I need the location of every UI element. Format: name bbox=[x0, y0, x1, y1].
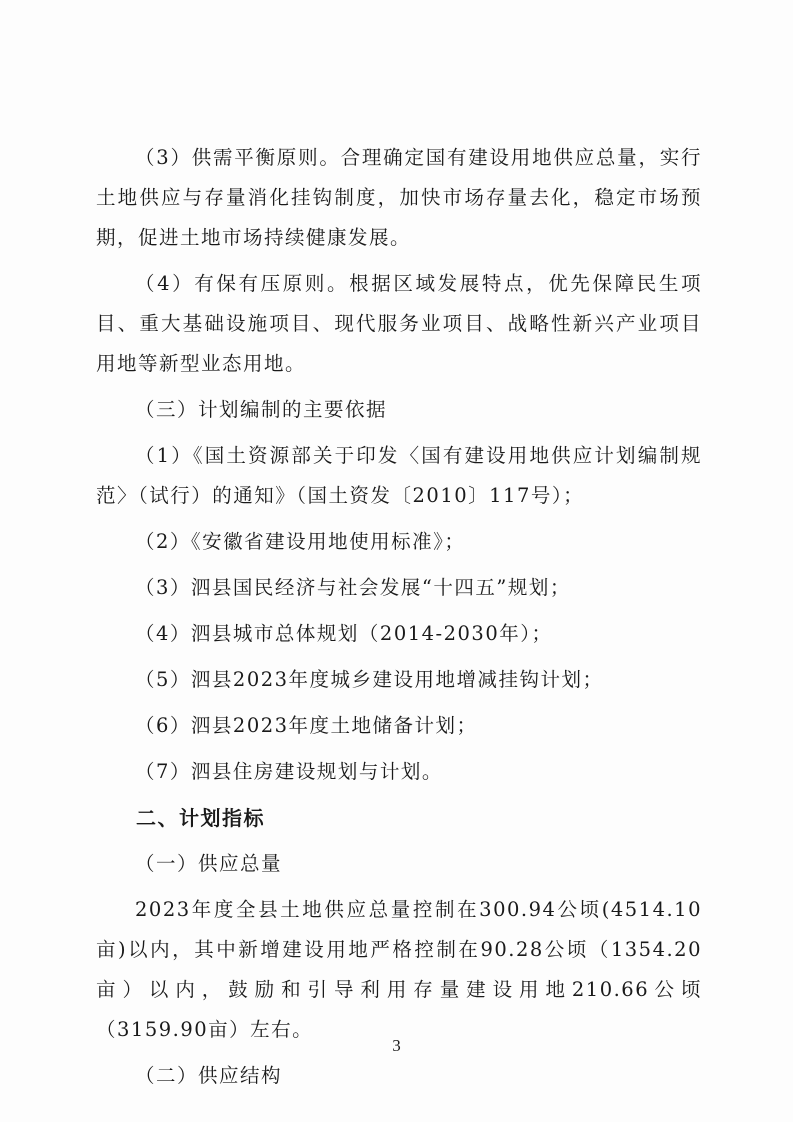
basis-item-1: （1）《国土资源部关于印发〈国有建设用地供应计划编制规范〉（试行）的通知》（国土资发〔2010〕117号）； bbox=[96, 444, 702, 507]
section-heading-total-supply: （一）供应总量 bbox=[135, 852, 283, 875]
section-heading-supply-structure: （二）供应结构 bbox=[135, 1064, 283, 1087]
section-heading-basis: （三）计划编制的主要依据 bbox=[135, 398, 388, 421]
basis-item-3: （3）泗县国民经济与社会发展“十四五”规划； bbox=[135, 576, 571, 599]
paragraph-total-supply: 2023年度全县土地供应总量控制在300.94公顷(4514.10亩)以内，其中新增建设用地严格控制在90.28公顷（1354.20亩）以内，鼓励和引导利用存量建设用地210.66公顷（3159.90亩）左右。 bbox=[96, 898, 702, 1041]
paragraph-principle-4: （4）有保有压原则。根据区域发展特点，优先保障民生项目、重大基础设施项目、现代服务业项目、战略性新兴产业项目用地等新型业态用地。 bbox=[96, 272, 702, 375]
basis-item-7: （7）泗县住房建设规划与计划。 bbox=[135, 760, 443, 783]
basis-item-2: （2）《安徽省建设用地使用标准》； bbox=[135, 530, 466, 553]
chapter-heading-plan-indicators: 二、计划指标 bbox=[136, 806, 265, 830]
document-body bbox=[96, 138, 702, 1102]
basis-item-6: （6）泗县2023年度土地储备计划； bbox=[135, 714, 478, 737]
paragraph-principle-3: （3）供需平衡原则。合理确定国有建设用地供应总量，实行土地供应与存量消化挂钩制度，加快市场存量去化，稳定市场预期，促进土地市场持续健康发展。 bbox=[96, 146, 702, 249]
basis-item-4: （4）泗县城市总体规划（2014-2030年）； bbox=[135, 622, 553, 645]
page-number: 3 bbox=[392, 1036, 401, 1055]
basis-item-5: （5）泗县2023年度城乡建设用地增减挂钩计划； bbox=[135, 668, 604, 691]
